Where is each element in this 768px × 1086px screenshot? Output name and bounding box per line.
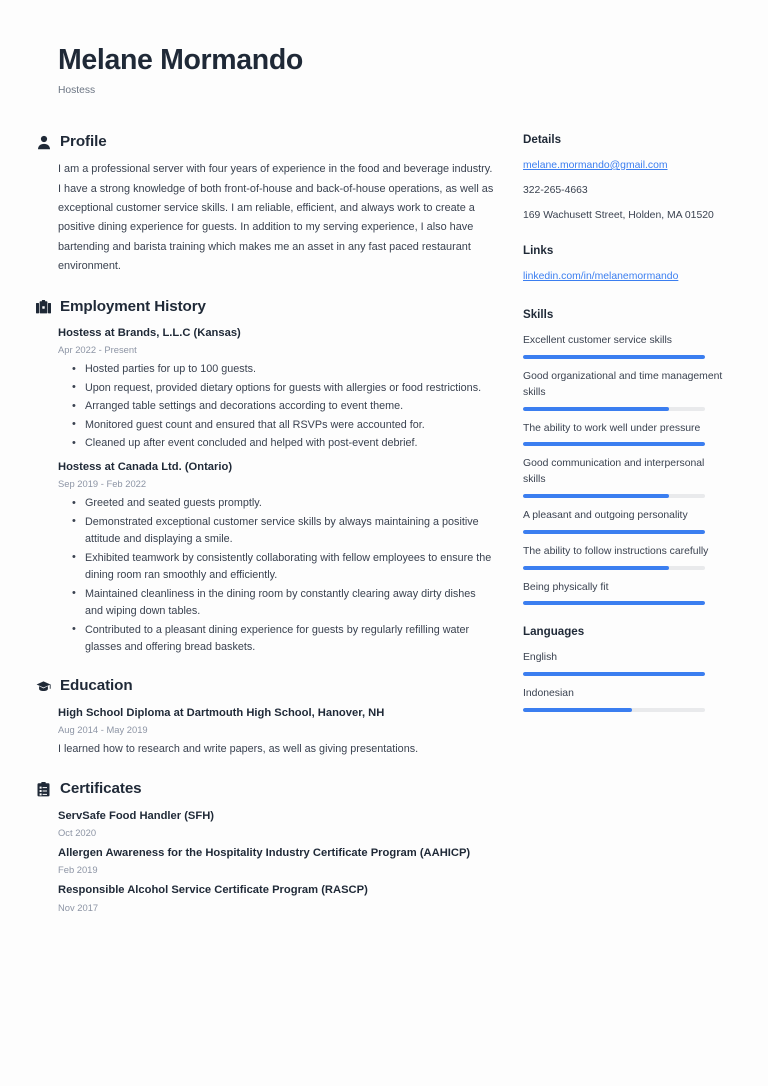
- employment-entry-date: Sep 2019 - Feb 2022: [58, 477, 147, 489]
- certificate-entry-date: Feb 2019: [58, 864, 98, 876]
- employment-entry-title: Hostess at Canada Ltd. (Ontario): [58, 460, 233, 473]
- certificate-entry-title: ServSafe Food Handler (SFH): [58, 809, 215, 822]
- skill-meter-fill: [523, 566, 669, 570]
- list-item: • Upon request, provided dietary options for guests with allergies or food restrictions.: [83, 380, 496, 397]
- skill-label: Being physically fit: [523, 581, 609, 593]
- skill-meter: [523, 355, 705, 359]
- section-title-employment: Employment History: [60, 297, 206, 315]
- skill-label: A pleasant and outgoing personality: [523, 509, 688, 521]
- section-certificates: [36, 780, 496, 913]
- briefcase-icon: [36, 299, 51, 315]
- skill-item: [523, 421, 723, 447]
- section-header-certificates: [36, 780, 496, 798]
- language-meter-fill: [523, 708, 632, 712]
- page-title: Melane Mormando: [58, 44, 303, 76]
- education-entry-description: I learned how to research and write papers, as well as giving presentations.: [58, 743, 419, 756]
- list-item: • Hosted parties for up to 100 guests.: [83, 361, 496, 378]
- section-title-details: Details: [523, 133, 562, 146]
- section-links: [523, 244, 723, 286]
- skill-meter: [523, 494, 705, 498]
- employment-entry-title: Hostess at Brands, L.L.C (Kansas): [58, 326, 241, 339]
- skill-meter-fill: [523, 355, 705, 359]
- section-languages: [523, 625, 723, 712]
- list-item: • Exhibited teamwork by consistently collaborating with fellow employees to ensure the dining room ran smoothly and efficiently.: [83, 550, 496, 585]
- email-link[interactable]: melane.mormando@gmail.com: [523, 159, 668, 171]
- employment-entry: [58, 325, 496, 453]
- section-title-profile: Profile: [60, 133, 107, 150]
- skill-meter: [523, 530, 705, 534]
- education-entry-title: High School Diploma at Dartmouth High School, Hanover, NH: [58, 706, 385, 719]
- certificate-entry-title: Allergen Awareness for the Hospitality Industry Certificate Program (AAHICP): [58, 846, 471, 859]
- list-item: • Monitored guest count and ensured that all RSVPs were accounted for.: [83, 417, 496, 434]
- job-title: Hostess: [58, 84, 96, 96]
- section-skills: [523, 308, 723, 605]
- language-label: English: [523, 652, 558, 664]
- list-item: • Cleaned up after event concluded and helped with post-event debrief.: [83, 435, 496, 452]
- section-header-education: [36, 677, 496, 695]
- section-header-profile: [36, 133, 496, 151]
- skill-meter: [523, 442, 705, 446]
- language-item: [523, 686, 723, 712]
- language-meter-fill: [523, 672, 705, 676]
- skill-label: The ability to work well under pressure: [523, 422, 701, 434]
- phone-text: 322-265-4663: [523, 184, 588, 196]
- skill-item: [523, 580, 723, 606]
- section-title-links: Links: [523, 244, 554, 258]
- profile-text: I am a professional server with four years of experience in the food and beverage industry. I have a strong knowledge of both front-of-house and back-of-house operations, as well as exceptional customer service skills. I am reliable, efficient, and always work to create a positive dining experience for guests. In addition to my serving experience, I also have bartending and barista training which makes me an asset in any fast paced restaurant environment.: [58, 163, 494, 273]
- skill-meter-fill: [523, 530, 705, 534]
- skill-meter: [523, 601, 705, 605]
- section-title-certificates: Certificates: [60, 780, 142, 798]
- section-employment: [36, 298, 496, 657]
- skill-meter: [523, 407, 705, 411]
- section-education: [36, 677, 496, 758]
- skill-item: [523, 333, 723, 359]
- employment-entry-bullets: [58, 495, 496, 656]
- person-icon: [36, 134, 51, 150]
- list-item: • Arranged table settings and decorations according to event theme.: [83, 398, 496, 415]
- language-meter: [523, 672, 705, 676]
- main-column: [36, 133, 496, 916]
- skill-item: [523, 508, 723, 534]
- certificate-entry-title: Responsible Alcohol Service Certificate Program (RASCP): [58, 884, 368, 897]
- list-item: • Maintained cleanliness in the dining room by constantly clearing away dirty dishes and wiping down tables.: [83, 586, 496, 621]
- employment-entry-bullets: [58, 361, 496, 452]
- section-title-skills: Skills: [523, 308, 554, 322]
- skill-item: [523, 369, 723, 411]
- section-title-languages: Languages: [523, 625, 585, 639]
- language-label: Indonesian: [523, 688, 574, 700]
- language-meter: [523, 708, 705, 712]
- address-text: 169 Wachusett Street, Holden, MA 01520: [523, 209, 714, 221]
- skill-meter-fill: [523, 601, 705, 605]
- skill-label: Good communication and interpersonal skills: [523, 458, 705, 486]
- section-profile: [36, 133, 496, 277]
- skill-meter-fill: [523, 494, 669, 498]
- skill-item: [523, 456, 723, 498]
- linkedin-link[interactable]: linkedin.com/in/melanemormando: [523, 271, 679, 283]
- skill-meter-fill: [523, 407, 669, 411]
- employment-entry: [58, 459, 496, 657]
- list-item: • Greeted and seated guests promptly.: [83, 495, 496, 512]
- certificate-entry-date: Oct 2020: [58, 826, 97, 838]
- section-details: [523, 133, 723, 224]
- certificate-icon: [36, 781, 51, 797]
- certificate-entry-date: Nov 2017: [58, 901, 99, 913]
- employment-entry-date: Apr 2022 - Present: [58, 344, 137, 356]
- skill-meter-fill: [523, 442, 705, 446]
- skill-label: Good organizational and time management skills: [523, 370, 723, 398]
- certificate-entry: [58, 845, 496, 876]
- language-item: [523, 650, 723, 676]
- sidebar-column: [523, 133, 723, 722]
- section-header-employment: [36, 298, 496, 316]
- list-item: • Contributed to a pleasant dining experience for guests by regularly refilling water glasses and offering bread baskets.: [83, 622, 496, 657]
- graduation-cap-icon: [36, 679, 51, 695]
- education-entry: [58, 705, 496, 759]
- list-item: • Demonstrated exceptional customer service skills by always maintaining a positive attitude and displaying a smile.: [83, 514, 496, 549]
- education-entry-date: Aug 2014 - May 2019: [58, 723, 148, 735]
- skill-label: Excellent customer service skills: [523, 335, 672, 347]
- section-title-education: Education: [60, 677, 133, 695]
- skill-meter: [523, 566, 705, 570]
- skill-item: [523, 544, 723, 570]
- skill-label: The ability to follow instructions carefully: [523, 545, 709, 557]
- resume-header: [58, 44, 538, 97]
- certificate-entry: [58, 808, 496, 839]
- certificate-entry: [58, 882, 496, 913]
